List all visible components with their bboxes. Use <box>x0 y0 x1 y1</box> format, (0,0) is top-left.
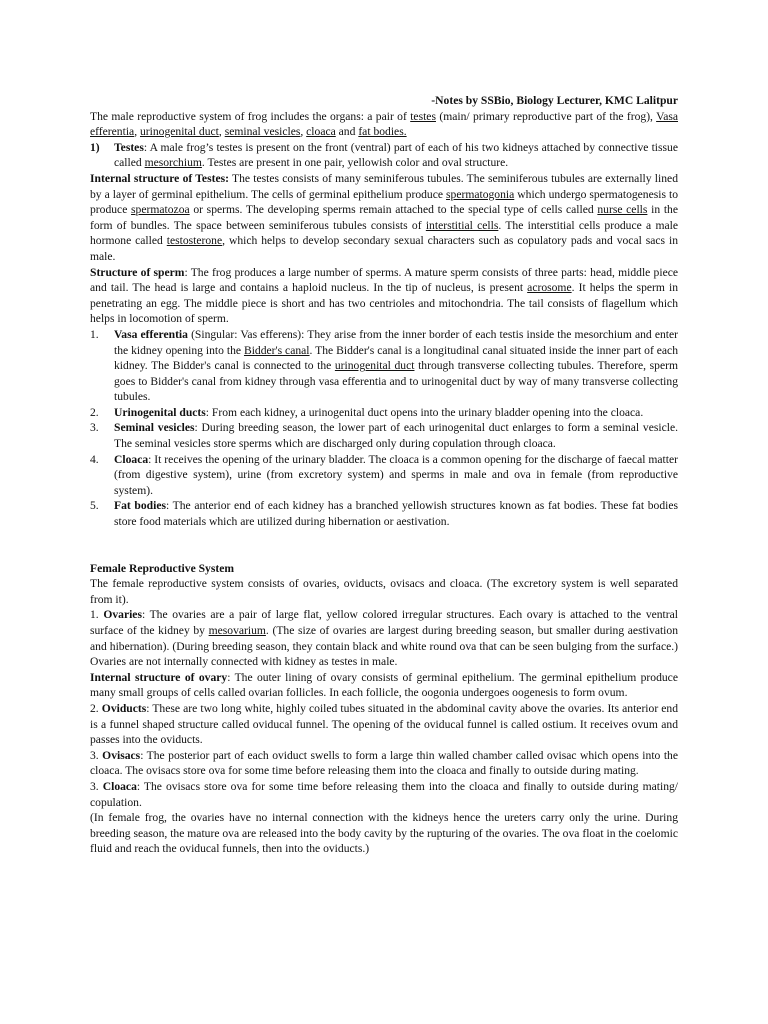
ovaries-paragraph <box>90 607 678 669</box>
text-run: . (The size of ovaries are largest during breeding season, but smaller during aestivation and hibernation). (During breeding season, they contain black and white round ova that can be seen bulging from the surface.) Ovaries are not internally connected with kidney as testes in male. <box>90 624 679 669</box>
text-run: , <box>218 125 225 139</box>
list-item-text <box>114 327 678 405</box>
text-run: The male reproductive system of frog includes the organs: a pair of <box>90 109 411 123</box>
male-intro-paragraph <box>90 109 678 140</box>
male-duct-list <box>90 327 678 530</box>
text-run: : A male frog’s testes is present on the front (ventral) part of each of his two kidneys attached by connective tissue called <box>114 140 678 170</box>
list-item-number: 4. <box>90 452 99 466</box>
text-run: 3. <box>90 779 103 793</box>
underlined-term: fat bodies. <box>358 125 407 139</box>
list-item-number: 2. <box>90 405 99 419</box>
female-intro-paragraph: The female reproductive system consists of ovaries, oviducts, ovisacs and cloaca. (The excretory system is well separated from it). <box>90 577 678 606</box>
text-run: (main/ primary reproductive part of the frog), <box>435 109 657 123</box>
notes-credit-header: -Notes by SSBio, Biology Lecturer, KMC Lalitpur <box>431 94 678 107</box>
bold-term: Cloaca <box>102 779 137 793</box>
text-run: , <box>134 125 140 139</box>
underlined-term: mesorchium <box>144 156 202 170</box>
list-item <box>90 420 678 451</box>
internal-structure-testes-paragraph <box>90 171 678 265</box>
text-run: which undergo spermatogenesis to produce <box>90 187 679 217</box>
underlined-term: cloaca <box>306 125 336 139</box>
text-run: in the form of bundles. The space between seminiferous tubules consists of <box>90 203 678 232</box>
list-item <box>90 452 678 499</box>
underlined-term: acrosome <box>527 281 572 295</box>
bold-term: Oviducts <box>101 701 147 715</box>
list-item-text <box>114 405 678 421</box>
section-spacer <box>90 530 678 561</box>
document-page <box>90 93 678 857</box>
list-item-text <box>114 498 678 529</box>
text-run: , which helps to develop secondary sexual characters such as copulatory pads and vocal sacs in male. <box>90 234 678 263</box>
underlined-term: testosterone <box>166 234 223 248</box>
bold-term: Cloaca <box>114 452 149 466</box>
list-item-number: 5. <box>90 499 99 513</box>
text-run: : These are two long white, highly coiled tubes situated in the abdominal cavity above the ovaries. Its anterior end is a funnel shaped structure called oviducal funnel. The opening of the oviducal funnel is called ostium. It receives ovum and passes into the oviducts. <box>90 701 679 747</box>
underlined-term: Bidder's canal <box>243 343 310 357</box>
text-run: : From each kidney, a urinogenital duct opens into the urinary bladder opening into the cloaca. <box>205 405 644 419</box>
text-run: : It receives the opening of the urinary bladder. The cloaca is a common opening for the discharge of faecal matter (from digestive system), urine (from excretory system) and sperms in male and ova in female (from reproductive system). <box>114 452 678 497</box>
text-run: 1. <box>90 608 104 622</box>
text-run: . It helps the sperm in penetrating an egg. The middle piece is short and has two centrioles and mitochondria. The tail consists of flagellum which helps in locomotion of sperm. <box>90 281 678 326</box>
underlined-term: mesovarium <box>208 624 266 637</box>
text-run: through transverse collecting tubules. Therefore, sperm goes to Bidder's canal from kidney through vasa efferentia and to urinogenital duct by way of many transverse collecting tubules. <box>114 359 678 404</box>
text-run: , <box>300 125 307 139</box>
testes-section <box>90 140 678 171</box>
text-run: : The frog produces a large number of sperms. A mature sperm consists of three parts: head, middle piece and tail. The head is large and contains a haploid nucleus. In the tip of nucleus, is present <box>90 265 679 295</box>
bold-term: Internal structure of ovary <box>90 670 228 684</box>
female-section-heading: Female Reproductive System <box>90 561 235 575</box>
text-run: . The Bidder's canal is a longitudinal canal situated inside the inner part of each kidney. The Bidder's canal is connected to the <box>114 343 679 373</box>
text-run: (Singular: Vas efferens): They arise from the inner border of each testis inside the mesorchium and enter the kidney opening into the <box>114 327 679 357</box>
testes-number: 1) <box>90 140 100 154</box>
list-item-text <box>114 452 678 499</box>
text-run: or sperms. The developing sperms remain attached to the special type of cells called <box>189 203 598 217</box>
underlined-term: nurse cells <box>597 203 648 217</box>
text-run: The testes consists of many seminiferous tubules. The seminiferous tubules are externally lined by a layer of germinal epithelium. The cells of germinal epithelium produce <box>90 171 678 201</box>
underlined-term: spermatogonia <box>446 187 515 201</box>
list-item <box>90 405 678 421</box>
list-item-number: 1. <box>90 327 99 341</box>
internal-structure-ovary-paragraph <box>90 670 678 701</box>
bold-term: Ovisacs <box>102 748 141 762</box>
bold-term: Internal structure of Testes: <box>90 171 229 185</box>
text-run: : During breeding season, the lower part of each urinogenital duct enlarges to form a seminal vesicle. The seminal vesicles store sperms which are discharged only during copulation through cloaca. <box>114 421 678 451</box>
text-run: : The posterior part of each oviduct swells to form a large thin walled chamber called ovisac which opens into the cloaca. The ovisacs store ova for some time before releasing them into the cloaca and finally to outside during mating. <box>90 748 678 778</box>
bold-term: Fat bodies <box>114 499 166 513</box>
bold-term: Vasa efferentia <box>114 327 188 341</box>
list-item-number: 3. <box>90 421 99 435</box>
underlined-term: spermatozoa <box>131 203 190 217</box>
bold-term: Seminal vesicles <box>114 421 195 435</box>
text-run: : The ovisacs store ova for some time before releasing them into the cloaca and finally to outside during mating/ copulation. <box>90 779 679 809</box>
list-item <box>90 498 678 529</box>
text-run: : The anterior end of each kidney has a branched yellowish structures known as fat bodies. These fat bodies store food materials which are utilized during hibernation or aestivation. <box>114 499 678 529</box>
underlined-term: urinogenital duct <box>140 125 219 139</box>
text-run: (In female frog, the ovaries have no internal connection with the kidneys hence the ureters carry only the urine. During breeding season, the mature ova are released into the body cavity by the rupturing of the ovaries. The ova float in the coelomic fluid and reach the oviducal funnels, then into the oviducts.) <box>90 811 678 856</box>
text-run: 3. <box>90 748 103 762</box>
text-run: and <box>335 125 359 139</box>
bold-term: Structure of sperm <box>90 265 185 279</box>
bold-term: Testes <box>114 140 144 154</box>
oviducts-paragraph <box>90 701 678 748</box>
structure-of-sperm-paragraph <box>90 265 678 327</box>
underlined-term: urinogenital duct <box>334 359 415 373</box>
ovisacs-paragraph <box>90 748 678 779</box>
testes-paragraph <box>114 140 678 171</box>
list-item <box>90 327 678 405</box>
bold-term: Urinogenital ducts <box>114 405 206 419</box>
text-run: . Testes are present in one pair, yellowish color and oval structure. <box>201 156 509 170</box>
underlined-term: testes <box>410 109 436 123</box>
female-closing-note-paragraph <box>90 810 678 857</box>
underlined-term: Vasa efferentia <box>90 109 679 139</box>
underlined-term: seminal vesicles <box>224 125 301 139</box>
text-run: : The outer lining of ovary consists of germinal epithelium. The germinal epithelium produce many small groups of cells called ovarian follicles. In each follicle, the oogonia undergoes oogenesis to form ovum. <box>90 670 678 700</box>
text-run: : The ovaries are a pair of large flat, yellow colored irregular structures. Each ovary is attached to the ventral surface of the kidney by <box>90 608 679 637</box>
female-cloaca-paragraph <box>90 779 678 810</box>
list-item-text <box>114 420 678 451</box>
text-run: 2. <box>90 701 102 715</box>
underlined-term: interstitial cells <box>425 218 499 232</box>
bold-term: Ovaries <box>103 608 142 622</box>
text-run: . The interstitial cells produce a male hormone called <box>90 218 678 248</box>
